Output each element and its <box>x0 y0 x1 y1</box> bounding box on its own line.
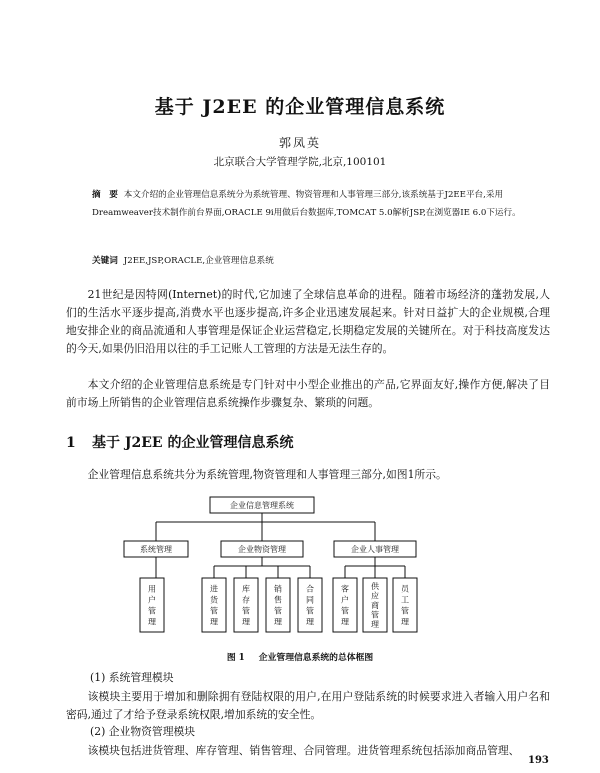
subsection-2-heading: (2) 企业物资管理模块 <box>90 725 196 738</box>
keywords-label: 关键词 <box>92 256 118 266</box>
section-intro: 企业管理信息系统共分为系统管理,物资管理和人事管理三部分,如图1所示。 <box>87 468 447 481</box>
diagram-leaf-label: 库存管理 <box>242 584 250 627</box>
paper-title: 基于 J2EE 的企业管理信息系统 <box>154 96 446 118</box>
section-title: 基于 J2EE 的企业管理信息系统 <box>92 435 294 451</box>
figure-label: 图 1 <box>226 653 245 663</box>
diagram-leaf-label: 销售管理 <box>274 584 282 627</box>
subsection-1-text: 该模块主要用于增加和删除拥有登陆权限的用户,在用户登陆系统的时候要求进入者输入用户名和密码,通过了才给予登录系统权限,增加系统的安全性。 <box>66 690 550 721</box>
figure-caption-text: 企业管理信息系统的总体框图 <box>258 653 374 663</box>
diagram-leaf-label: 供应商管理 <box>371 582 379 629</box>
diagram-leaf-label: 员工管理 <box>401 584 409 627</box>
diagram-level2-label: 企业人事管理 <box>351 545 399 554</box>
section-number: 1 <box>66 435 76 451</box>
keywords-text: J2EE,JSP,ORACLE,企业管理信息系统 <box>123 256 274 266</box>
figure-caption <box>0 650 600 663</box>
subsection-1-heading: (1) 系统管理模块 <box>90 671 174 684</box>
diagram-leaf-label: 用户管理 <box>148 584 156 627</box>
diagram-root-label: 企业信息管理系统 <box>230 501 294 510</box>
diagram-leaf-label: 进货管理 <box>210 584 218 627</box>
author-name: 郭凤英 <box>278 136 321 150</box>
intro-paragraph-2: 本文介绍的企业管理信息系统是专门针对中小型企业推出的产品,它界面友好,操作方便,解决了目前市场上所销售的企业管理信息系统操作步骤复杂、繁琐的问题。 <box>66 378 550 409</box>
diagram-level2-label: 企业物资管理 <box>238 545 286 554</box>
page-number: 193 <box>528 755 549 766</box>
author-affiliation: 北京联合大学管理学院,北京,100101 <box>213 156 387 168</box>
intro-paragraph-1: 21世纪是因特网(Internet)的时代,它加速了全球信息革命的进程。随着市场经济的蓬勃发展,人们的生活水平逐步提高,消费水平也逐步提高,许多企业迅速发展起来。针对日益扩大的企业规模,合理地安排企业的商品流通和人事管理是保证企业运营稳定,长期稳定发展的关键所在。对于科技高度发达的今天,如果仍旧沿用以往的手工记账人工管理的方法是无法生存的。 <box>66 288 550 355</box>
diagram-leaf-label: 合同管理 <box>306 584 314 627</box>
abstract-label: 摘 要 <box>92 190 118 200</box>
subsection-2-text: 该模块包括进货管理、库存管理、销售管理、合同管理。进货管理系统包括添加商品管理、 <box>87 744 520 757</box>
abstract-text: 本文介绍的企业管理信息系统分为系统管理、物资管理和人事管理三部分,该系统基于J2EE平台,采用Dreamweaver技术制作前台界面,ORACLE 9i用做后台数据库,TOMCAT 5.0解析JSP,在浏览器IE 6.0下运行。 <box>92 190 521 218</box>
diagram-level2-label: 系统管理 <box>140 545 172 554</box>
diagram-leaf-label: 客户管理 <box>341 584 349 627</box>
